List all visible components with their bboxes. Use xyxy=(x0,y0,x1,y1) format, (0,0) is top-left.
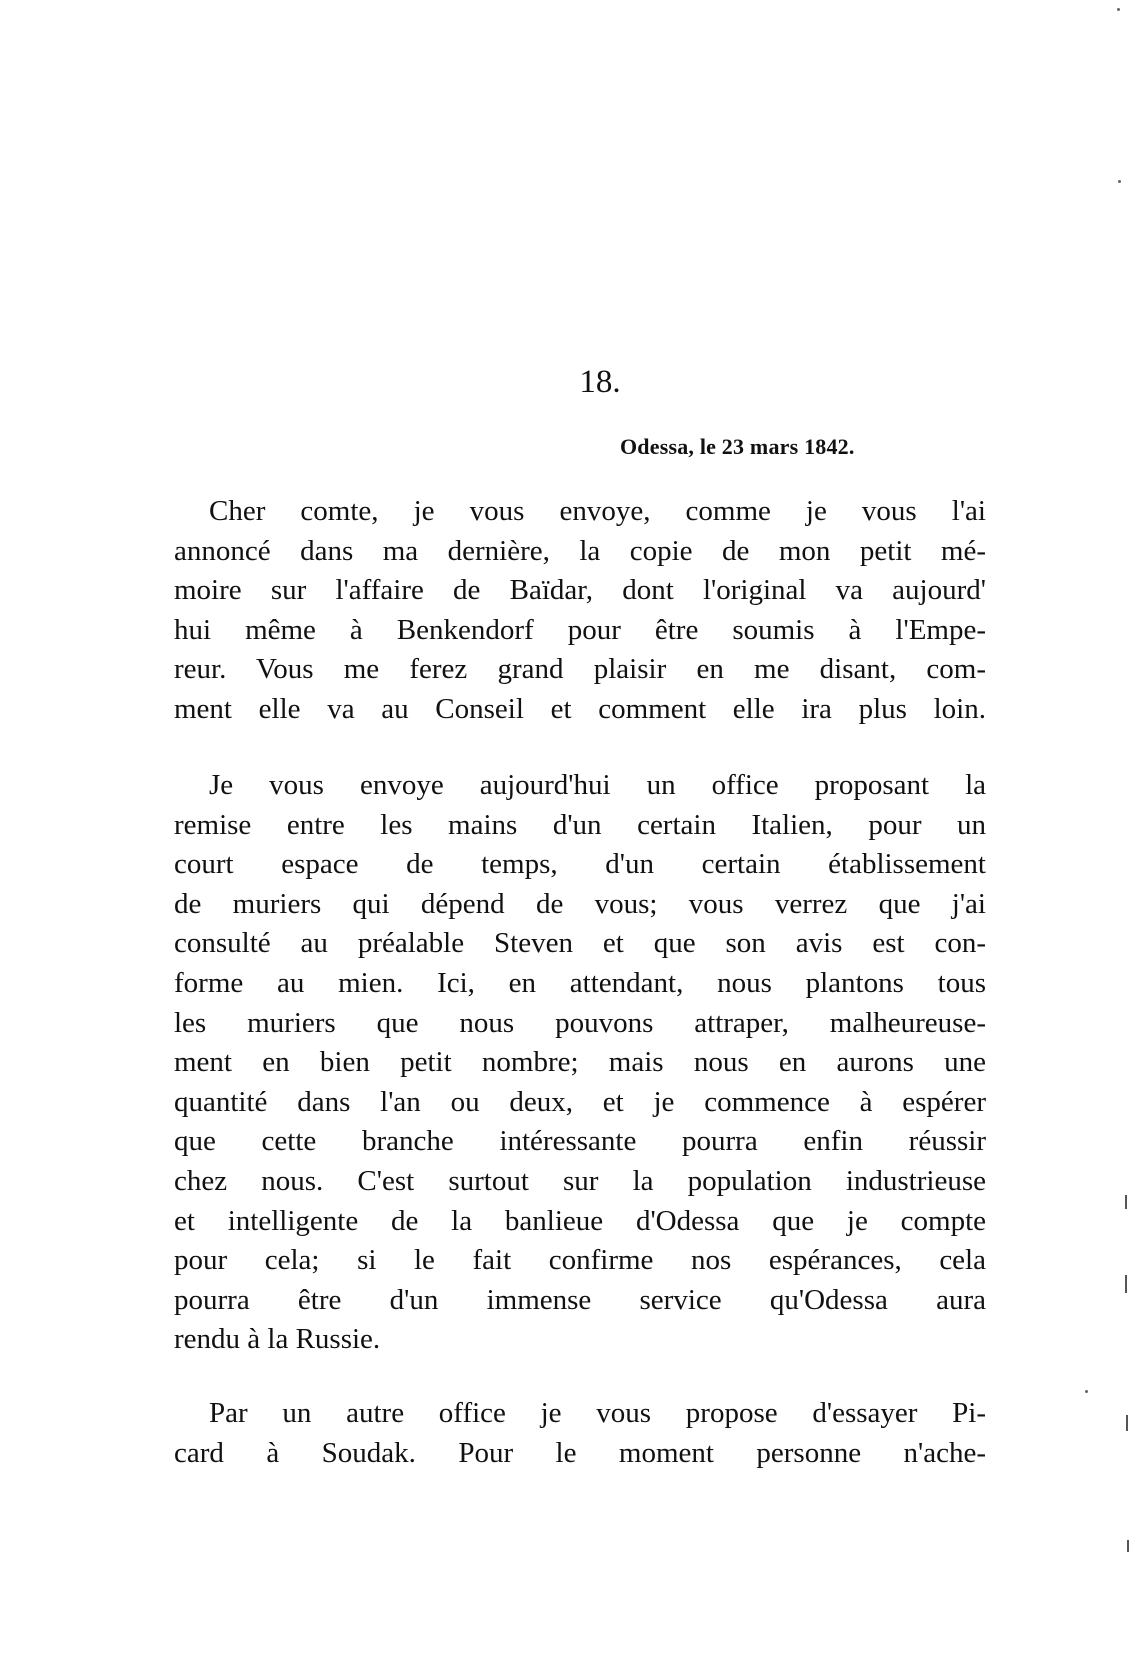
text-line: forme au mien. Ici, en attendant, nous plantons tous xyxy=(174,966,986,999)
text-line: reur. Vous me ferez grand plaisir en me disant, com- xyxy=(174,653,986,686)
text-line: de muriers qui dépend de vous; vous verrez que j'ai xyxy=(174,887,986,920)
scan-artifact xyxy=(1117,8,1120,11)
text-line: moire sur l'affaire de Baïdar, dont l'original va aujourd' xyxy=(174,574,986,607)
text-line: pourra être d'un immense service qu'Odessa aura xyxy=(174,1283,986,1316)
text-line: court espace de temps, d'un certain établissement xyxy=(174,848,986,881)
text-line: les muriers que nous pouvons attraper, malheureuse- xyxy=(174,1006,986,1039)
paragraph-2 xyxy=(174,766,986,1360)
scan-artifact xyxy=(1125,1195,1127,1209)
scan-artifact xyxy=(1118,180,1121,183)
paragraph-1 xyxy=(174,492,986,730)
text-line: et intelligente de la banlieue d'Odessa que je compte xyxy=(174,1204,986,1237)
text-line: consulté au préalable Steven et que son avis est con- xyxy=(174,927,986,960)
text-line: annoncé dans ma dernière, la copie de mon petit mé- xyxy=(174,534,986,567)
text-line: card à Soudak. Pour le moment personne n'ache- xyxy=(174,1436,986,1469)
paragraph-3 xyxy=(174,1394,986,1473)
scan-artifact xyxy=(1085,1390,1088,1393)
letter-number: 18. xyxy=(579,364,621,400)
text-line: que cette branche intéressante pourra enfin réussir xyxy=(174,1125,986,1158)
text-line: remise entre les mains d'un certain Italien, pour un xyxy=(174,808,986,841)
text-line: ment elle va au Conseil et comment elle ira plus loin. xyxy=(174,692,986,725)
text-line: Cher comte, je vous envoye, comme je vous l'ai xyxy=(209,495,986,527)
text-line: Je vous envoye aujourd'hui un office proposant la xyxy=(209,769,986,801)
text-line: hui même à Benkendorf pour être soumis à l'Empe- xyxy=(174,613,986,646)
scan-artifact xyxy=(1126,1415,1128,1431)
scan-artifact xyxy=(1127,1540,1129,1552)
text-line: chez nous. C'est surtout sur la population industrieuse xyxy=(174,1164,986,1197)
text-line: quantité dans l'an ou deux, et je commence à espérer xyxy=(174,1085,986,1118)
text-line: ment en bien petit nombre; mais nous en aurons une xyxy=(174,1046,986,1079)
scan-artifact xyxy=(1125,1275,1127,1293)
text-line: rendu à la Russie. xyxy=(174,1323,381,1356)
dateline: Odessa, le 23 mars 1842. xyxy=(620,434,855,459)
text-line: pour cela; si le fait confirme nos espérances, cela xyxy=(174,1244,986,1277)
text-line: Par un autre office je vous propose d'essayer Pi- xyxy=(209,1397,986,1429)
